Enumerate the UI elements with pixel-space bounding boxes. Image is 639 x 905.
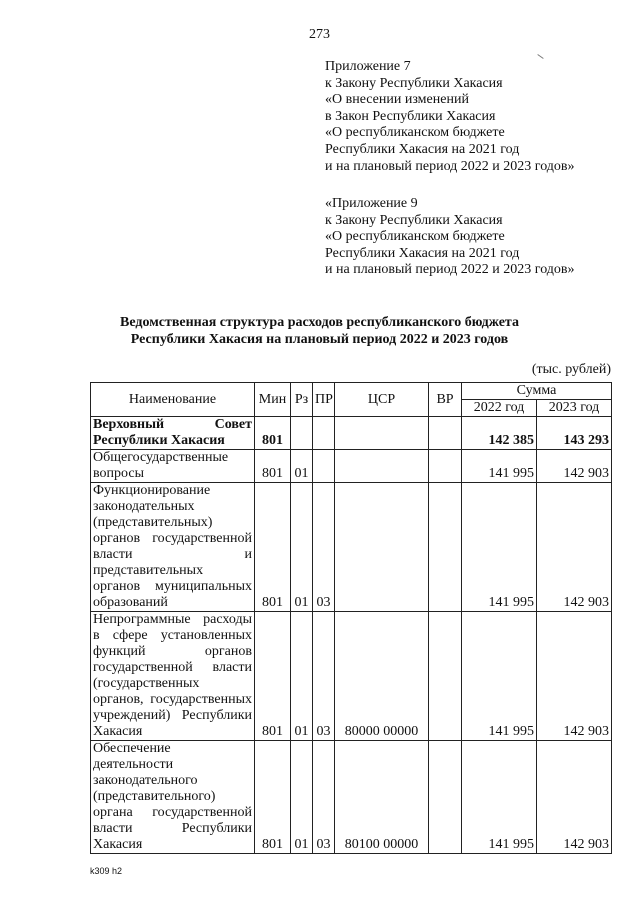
- row-vr: [429, 612, 462, 741]
- row-rz: 01: [291, 741, 313, 854]
- footer-code: k309 h2: [90, 866, 123, 876]
- row-sum-2022: 141 995: [462, 741, 537, 854]
- appendix-7-line: «О республиканском бюджете: [325, 125, 505, 141]
- header-rz: Рз: [291, 383, 313, 417]
- appendix-9-line: «Приложение 9: [325, 196, 418, 211]
- units-label: (тыс. рублей): [531, 362, 611, 377]
- row-name: Обеспечение деятельности законодательного (представительного) органа государственной власти Республики Хакасия: [91, 741, 255, 854]
- appendix-7-reference: [325, 59, 575, 175]
- header-year-2023: 2023 год: [537, 400, 612, 417]
- row-rz: [291, 417, 313, 450]
- budget-table: [90, 382, 612, 854]
- row-rz: 01: [291, 612, 313, 741]
- document-title: [0, 314, 639, 348]
- header-year-2022: 2022 год: [462, 400, 537, 417]
- row-sum-2022: 141 995: [462, 450, 537, 483]
- row-min: 801: [255, 612, 291, 741]
- appendix-7-line: и на плановый период 2022 и 2023 годов»: [325, 158, 575, 174]
- appendix-9-line: и на плановый период 2022 и 2023 годов»: [325, 262, 575, 278]
- row-vr: [429, 450, 462, 483]
- row-pr: 03: [313, 483, 335, 612]
- row-csr: [335, 417, 429, 450]
- header-sum: Сумма: [462, 383, 612, 400]
- header-min: Мин: [255, 383, 291, 417]
- row-sum-2023: 143 293: [537, 417, 612, 450]
- title-line: Республики Хакасия на плановый период 2022 и 2023 годов: [130, 332, 509, 347]
- row-min: 801: [255, 417, 291, 450]
- row-min: 801: [255, 483, 291, 612]
- row-vr: [429, 741, 462, 854]
- appendix-9-reference: [325, 196, 575, 279]
- title-line: Ведомственная структура расходов республиканского бюджета: [120, 315, 519, 330]
- row-pr: 03: [313, 612, 335, 741]
- table-row: [91, 612, 612, 741]
- row-pr: 03: [313, 741, 335, 854]
- header-vr: ВР: [429, 383, 462, 417]
- row-sum-2023: 142 903: [537, 483, 612, 612]
- row-name: Верховный Совет Республики Хакасия: [91, 417, 255, 450]
- row-vr: [429, 483, 462, 612]
- header-name: Наименование: [91, 383, 255, 417]
- appendix-7-line: «О внесении изменений: [325, 92, 469, 108]
- row-rz: 01: [291, 450, 313, 483]
- table-row: [91, 417, 612, 450]
- row-pr: [313, 417, 335, 450]
- appendix-9-line: «О республиканском бюджете: [325, 229, 505, 245]
- appendix-7-line: к Закону Республики Хакасия: [325, 75, 503, 91]
- row-name: Функционирование законодательных (представительных) органов государственной власти и представительных органов муниципальных образований: [91, 483, 255, 612]
- table-row: [91, 483, 612, 612]
- row-name: Общегосударственные вопросы: [91, 450, 255, 483]
- row-csr: 80000 00000: [335, 612, 429, 741]
- header-pr: ПР: [313, 383, 335, 417]
- row-sum-2022: 141 995: [462, 483, 537, 612]
- row-min: 801: [255, 741, 291, 854]
- row-vr: [429, 417, 462, 450]
- row-sum-2023: 142 903: [537, 612, 612, 741]
- table-row: [91, 741, 612, 854]
- row-min: 801: [255, 450, 291, 483]
- appendix-9-line: Республики Хакасия на 2021 год: [325, 245, 520, 261]
- row-csr: [335, 483, 429, 612]
- row-rz: 01: [291, 483, 313, 612]
- appendix-9-line: к Закону Республики Хакасия: [325, 212, 503, 228]
- row-sum-2023: 142 903: [537, 741, 612, 854]
- page-number: 273: [309, 27, 330, 42]
- row-csr: [335, 450, 429, 483]
- row-pr: [313, 450, 335, 483]
- row-sum-2022: 141 995: [462, 612, 537, 741]
- row-name: Непрограммные расходы в сфере установленных функций органов государственной власти (государственных органов, государственных учреждений) Республики Хакасия: [91, 612, 255, 741]
- appendix-7-line: Республики Хакасия на 2021 год: [325, 141, 520, 157]
- row-sum-2022: 142 385: [462, 417, 537, 450]
- header-csr: ЦСР: [335, 383, 429, 417]
- appendix-7-line: в Закон Республики Хакасия: [325, 108, 496, 124]
- row-sum-2023: 142 903: [537, 450, 612, 483]
- appendix-7-line: Приложение 7: [325, 59, 411, 74]
- table-row: [91, 450, 612, 483]
- row-csr: 80100 00000: [335, 741, 429, 854]
